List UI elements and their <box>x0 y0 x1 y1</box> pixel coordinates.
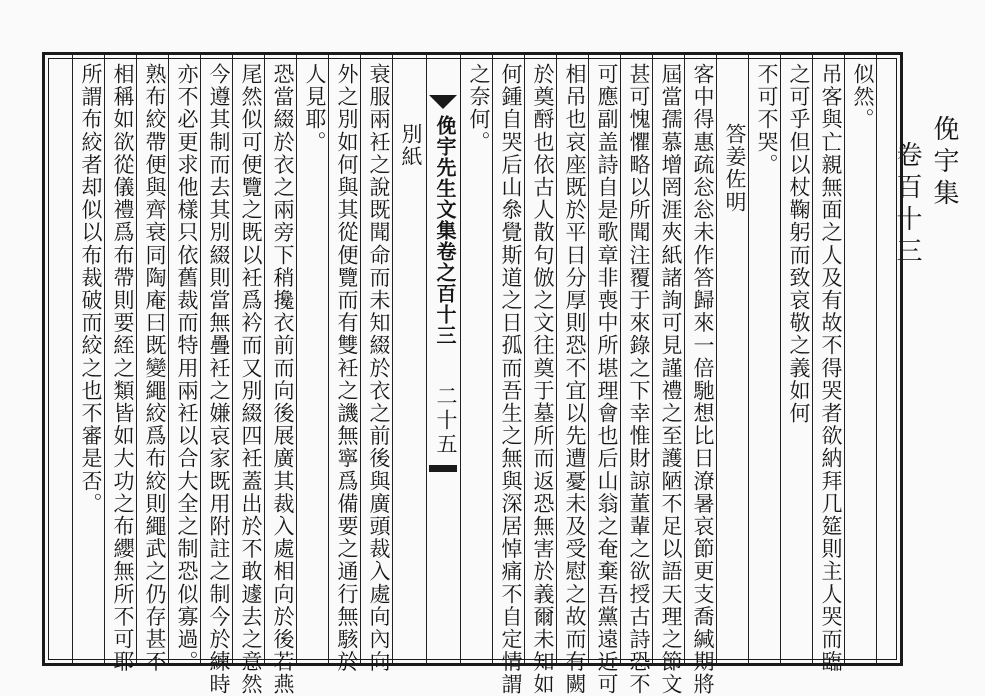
text-column: 於奠酹也依古人散句倣之文往奠于墓所而返恐無害於義爾未知如 <box>531 63 555 696</box>
volume-label: 卷百十三 <box>892 141 922 269</box>
text-column: 亦不必更求他樣只依舊裁而特用兩衽以合大全之制恐似寡過。 <box>175 63 199 674</box>
collection-title: 俛宇集 <box>929 115 959 211</box>
text-column: 相吊也哀座既於平日分厚則恐不宜以先遭憂未及受慰之故而有闕 <box>563 63 587 696</box>
text-column: 可應副盖詩自是歌章非喪中所堪理會也后山翁之奄棄吾黨遠近可 <box>595 63 619 696</box>
text-column: 之可乎但以杖鞠躬而致哀敬之義如何 <box>787 63 811 425</box>
text-column: 客中得惠疏忩忩未作答歸來一倍馳想比日潦暑哀節更支喬緘期將 <box>691 63 715 696</box>
text-column: 不可不哭。 <box>755 63 779 176</box>
fishtail-mark <box>429 95 457 109</box>
text-column: 尾然似可便覽之既以衽爲衿而又別綴四衽蓋出於不敢遽去之意然 <box>239 63 263 696</box>
fishtail-bar <box>429 465 457 472</box>
text-column: 之奈何。 <box>467 63 491 154</box>
text-column: 似然。 <box>851 63 875 131</box>
section-heading: 別紙 <box>399 123 423 169</box>
text-column: 吊客與亡親無面之人及有故不得哭者欲納拜几筵則主人哭而臨 <box>819 63 843 674</box>
text-column: 所謂布絞者却似以布裁破而絞之也不審是否。 <box>79 63 103 515</box>
text-column: 今遵其制而去其別綴則當無疊衽之嫌哀家既用附註之制今於練時 <box>207 63 231 696</box>
text-column: 恐當綴於衣之兩旁下稍攙衣前而向後展廣其裁入處相向於後若燕 <box>271 63 295 696</box>
text-column: 屆當孺慕增罔涯夾紙諸詢可見謹禮之至護陋不足以語天理之節文 <box>659 63 683 696</box>
text-column: 外之別如何與其從便覽而有雙衽之譏無寧爲備要之通行無駭於 <box>335 63 359 674</box>
text-column: 人見耶。 <box>303 63 327 154</box>
banxin-title: 俛宇先生文集卷之百十三 <box>433 115 457 346</box>
page-frame <box>42 52 903 696</box>
section-heading: 答姜佐明 <box>723 123 747 214</box>
text-column: 甚可愧懼略以所聞注覆于來錄之下幸惟財諒董輩之欲授古詩恐不 <box>627 63 651 696</box>
center-rule <box>426 55 427 663</box>
text-column: 何鍾自哭后山叅覺斯道之日孤而吾生之無與深居悼痛不自定情謂 <box>499 63 523 696</box>
text-column: 衰服兩衽之說既聞命而未知綴於衣之前後與廣頭裁入處向內向 <box>367 63 391 674</box>
folio-number: 二十五 <box>434 385 458 457</box>
text-column: 相稱如欲從儀禮爲布帶則要絰之類皆如大功之布纓無所不可耶 <box>111 63 135 674</box>
center-rule <box>460 55 461 663</box>
text-column: 熟布絞帶便與齊衰同陶庵曰既變繩絞爲布絞則繩武之仍存甚不 <box>143 63 167 674</box>
